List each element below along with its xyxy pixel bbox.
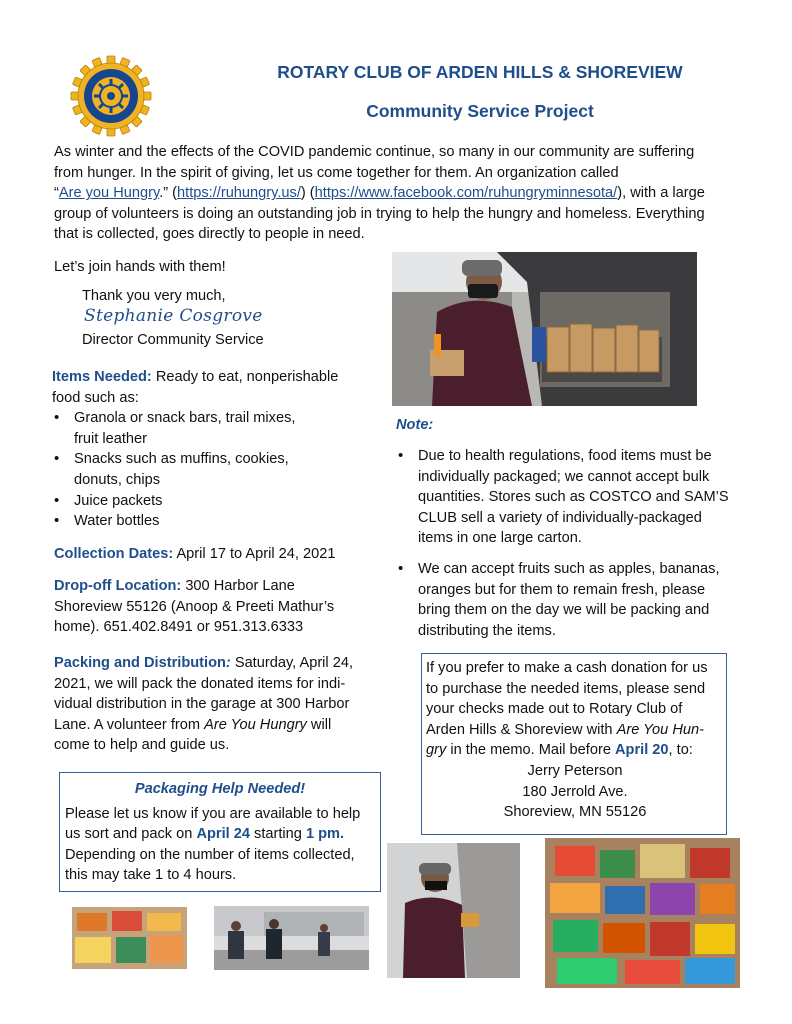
website-link[interactable]: https://ruhungry.us/ — [177, 185, 301, 202]
cash-text: If you prefer to make a cash donation for us to purchase the needed items, please send your checks made out to Rotary Club of Arden Hills & Shoreview with Are You Hun-gry in the memo. Mail before April 20, to: — [426, 660, 708, 759]
dropoff-location — [54, 576, 354, 638]
list-item: • Granola or snack bars, trail mixes, fruit leather — [52, 408, 300, 449]
intro-line: group of volunteers is doing an outstanding job in trying to help the hungry and homeless. Everything — [54, 205, 705, 222]
items-needed-label: Items Needed: — [52, 369, 152, 385]
signature: Stephanie Cosgrove — [84, 306, 263, 326]
photo-donated-items — [545, 838, 740, 988]
org-link[interactable]: Are you Hungry — [58, 185, 160, 202]
list-item: • Water bottles — [52, 511, 300, 532]
intro-line: that is collected, goes directly to people in need. — [54, 226, 365, 243]
cash-donation-box — [421, 653, 727, 835]
photo-car-trunk — [392, 252, 697, 406]
photo-volunteers — [214, 906, 369, 970]
items-needed-section — [52, 367, 352, 532]
packing-distribution: Packing and Distribution: Saturday, April 24, 2021, we will pack the donated items for indi-vidual distribution in the garage at 300 Harbor Lane. A volunteer from Are You Hungry will come to help and guide us. — [54, 655, 354, 754]
items-needed-text: Ready to eat, nonperishable food such as: — [52, 369, 339, 406]
note-list — [396, 446, 731, 641]
address-street: 180 Jerrold Ave. — [522, 783, 628, 800]
list-item: • Snacks such as muffins, cookies, donuts, chips — [52, 449, 300, 490]
collection-dates — [54, 544, 374, 565]
intro-line: from hunger. In the spirit of giving, let us come together for them. An organization called — [54, 164, 619, 181]
rotary-logo — [70, 55, 152, 137]
photo-person-loading — [387, 843, 520, 978]
address-city: Shoreview, MN 55126 — [503, 804, 647, 821]
list-item: • Juice packets — [52, 491, 300, 512]
facebook-link[interactable]: https://www.facebook.com/ruhungryminnesota/ — [314, 185, 618, 202]
help-heading: Packaging Help Needed! — [134, 781, 306, 797]
collection-label: Collection Dates: — [54, 546, 174, 562]
page-title: ROTARY CLUB OF ARDEN HILLS & SHOREVIEW — [277, 62, 683, 82]
collection-text: April 17 to April 24, 2021 — [173, 546, 336, 562]
page-subtitle: Community Service Project — [366, 101, 594, 121]
intro-paragraph — [54, 142, 754, 245]
packing-label: Packing and Distribution — [54, 655, 226, 671]
help-text: Please let us know if you are available to help us sort and pack on April 24 starting 1 pm. Depending on the number of items collected, this may take 1 to 4 hours. — [65, 805, 361, 884]
intro-line: “Are you Hungry.” (https://ruhungry.us/) (https://www.facebook.com/ruhungryminnesota/), with a large — [54, 185, 705, 202]
join-text: Let’s join hands with them! — [54, 259, 226, 275]
thanks-text: Thank you very much, — [82, 288, 226, 304]
dropoff-text: 300 Harbor Lane Shoreview 55126 (Anoop & Preeti Mathur’s home). 651.402.8491 or 951.313.6333 — [54, 578, 335, 636]
help-box — [59, 772, 381, 892]
intro-line: As winter and the effects of the COVID pandemic continue, so many in our community are suffering — [54, 144, 695, 160]
list-item: • We can accept fruits such as apples, bananas, oranges but for them to remain fresh, please bring them on the day we will be packing and distributing the items. — [396, 559, 731, 641]
address-name: Jerry Peterson — [527, 762, 623, 779]
rotary-wheel-icon — [70, 55, 152, 137]
mailing-address — [426, 761, 724, 823]
signer-title: Director Community Service — [82, 332, 264, 348]
note-label: Note: — [396, 417, 434, 433]
photo-snacks — [72, 907, 187, 969]
items-list — [52, 408, 300, 532]
list-item: • Due to health regulations, food items must be individually packaged; we cannot accept bulk quantities. Stores such as COSTCO and SAM’S CLUB sell a variety of individually-packaged items in one large carton. — [396, 446, 731, 549]
dropoff-label: Drop-off Location: — [54, 578, 182, 594]
